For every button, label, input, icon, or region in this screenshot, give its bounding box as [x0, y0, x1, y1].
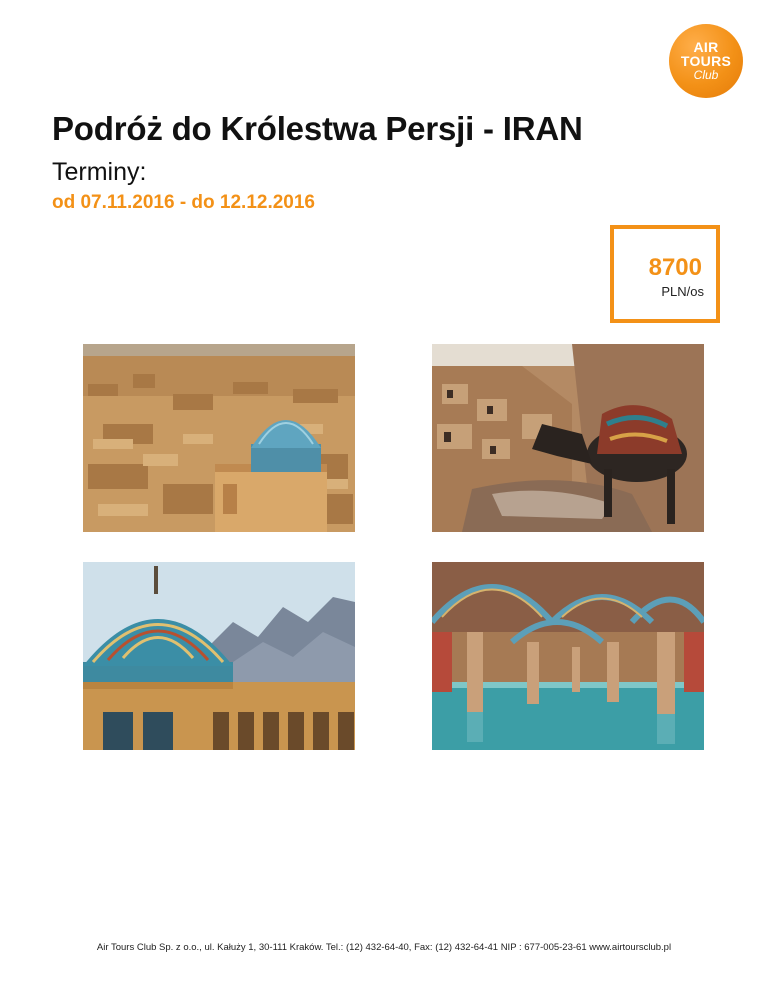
photo-mosque-interior — [432, 562, 704, 750]
price-box — [610, 225, 720, 323]
price-amount: 8700 — [648, 254, 702, 281]
logo-line-club: Club — [693, 68, 719, 82]
photo-tiled-dome — [83, 562, 355, 750]
brand-logo — [669, 24, 743, 98]
footer-contact: Air Tours Club Sp. z o.o., ul. Kałuży 1, 30-111 Kraków. Tel.: (12) 432-64-40, Fax: (12) 432-64-41 NIP : 677-005-23-61 www.airtoursclub.pl — [96, 942, 672, 953]
terms-label: Terminy: — [52, 158, 147, 186]
logo-line-air: AIR — [693, 39, 719, 55]
photo-yazd-cityscape — [83, 344, 355, 532]
page-title: Podróż do Królestwa Persji - IRAN — [52, 110, 583, 147]
logo-line-tours: TOURS — [680, 53, 732, 69]
price-unit: PLN/os — [661, 284, 704, 299]
photo-village-donkey — [432, 344, 704, 532]
trip-dates: od 07.11.2016 - do 12.12.2016 — [52, 192, 316, 213]
